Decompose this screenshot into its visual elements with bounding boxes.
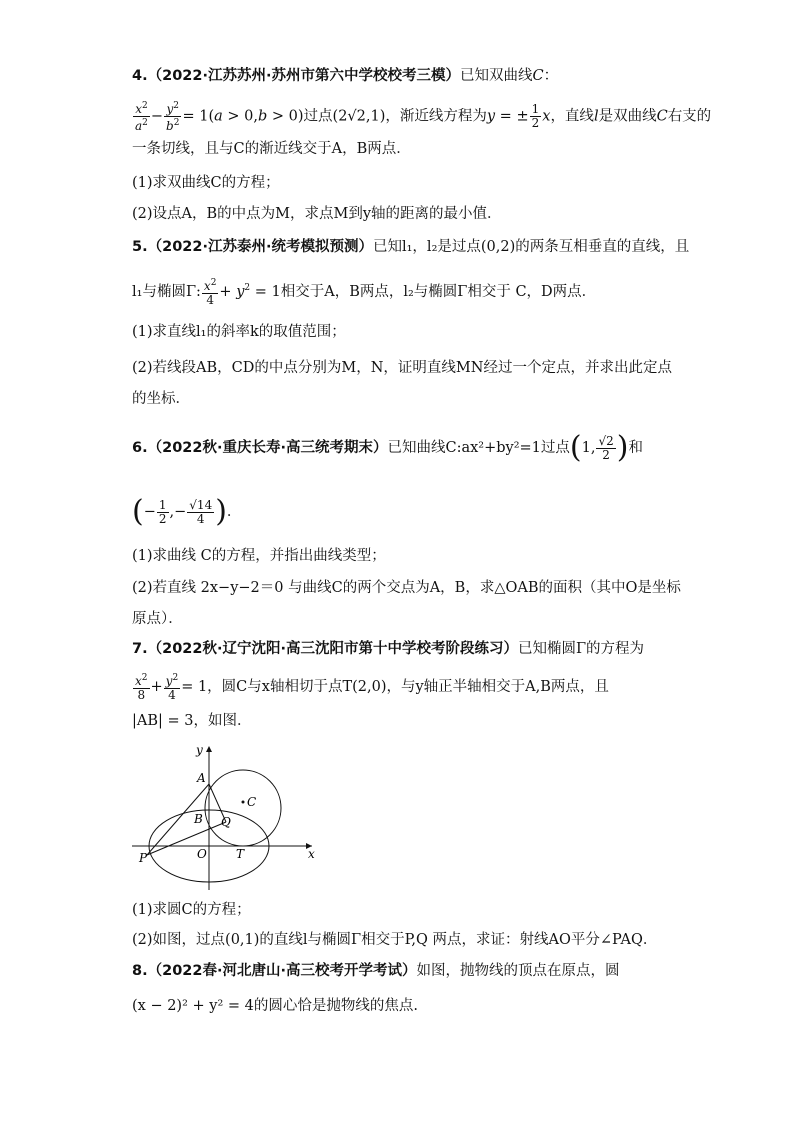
problem-text: ． [226, 504, 242, 520]
problem-source: （2022秋·辽宁沈阳·高三沈阳市第十中学校考阶段练习） [147, 641, 518, 657]
problem-4-q1: (1)求双曲线C的方程； [132, 175, 280, 191]
problem-7-q2: (2)如图，过点(0,1)的直线l与椭圆Γ相交于P,Q 两点，求证：射线AO平分∠PAQ． [132, 932, 658, 948]
ellipse-circle-figure [132, 742, 332, 892]
problem-text: ，直线 [550, 108, 594, 125]
problem-text: 已知曲线C:ax²+by²=1过点 [387, 440, 570, 456]
problem-text: 已知l₁，l₂是过点(0,2)的两条互相垂直的直线，且 [372, 239, 690, 255]
problem-number: 4. [132, 68, 148, 84]
problem-text: 已知双曲线 [459, 68, 533, 84]
problem-source: （2022·江苏苏州·苏州市第六中学校校考三模） [147, 68, 460, 84]
problem-6-q2a: (2)若直线 2x−y−2＝0 与曲线C的两个交点为A，B，求△OAB的面积（其中O是坐标 [132, 580, 681, 596]
circle-c [205, 770, 281, 846]
problem-4-q2: (2)设点A，B的中点为M，求点M到y轴的距离的最小值． [132, 206, 502, 222]
problem-text: ，圆C与x轴相切于点T(2,0)，与y轴正半轴相交于A,B两点，且 [207, 679, 609, 695]
problem-6-point-line: (− $\frac{1}{2}$ ,− $\frac{√14}{4}$ )． [132, 494, 242, 529]
problem-number: 7. [132, 641, 148, 657]
center-dot [242, 801, 245, 804]
figure-label: A [197, 771, 206, 785]
problem-7-q1: (1)求圆C的方程； [132, 902, 251, 918]
fraction: $\frac{y^2}{b^2}$ [166, 101, 180, 133]
problem-8-line2: (x − 2)² + y² = 4的圆心恰是抛物线的焦点. [132, 998, 418, 1014]
fraction: $\frac{√2}{2}$ [598, 433, 614, 462]
figure-label: y [196, 743, 203, 757]
fraction: $\frac{y^2}{4}$ [165, 673, 179, 702]
problem-text: 已知椭圆Γ的方程为 [517, 641, 645, 657]
problem-text: 和 [628, 440, 643, 456]
fraction: $\frac{√14}{4}$ [189, 497, 213, 526]
problem-7-line3: |AB| = 3，如图． [132, 713, 252, 729]
problem-text: l₁与椭圆Γ: [132, 284, 201, 300]
point-expression: (2√2,1) [332, 108, 386, 125]
problem-number: 6. [132, 440, 148, 456]
fraction: $\frac{1}{2}$ [158, 497, 167, 526]
problem-source: （2022春·河北唐山·高三校考开学考试） [147, 963, 417, 979]
fraction: $\frac{x^2}{a^2}$ [135, 101, 148, 133]
problem-text: 右支的 [667, 108, 712, 125]
problem-5-line2: l₁与椭圆Γ: $\frac{x^2}{4}$ + $y^2 = 1$相交于A，B两点，l₂与椭圆Γ相交于 C，D两点． [132, 278, 597, 307]
problem-7-header [132, 639, 644, 659]
figure-label: x [308, 847, 315, 861]
problem-4-header: 4.（2022·江苏苏州·苏州市第六中学校校考三模）已知双曲线C： [132, 68, 559, 84]
figure-label: O [197, 847, 207, 861]
problem-text: 是双曲线 [598, 108, 657, 125]
problem-number: 5. [132, 239, 148, 255]
problem-text: 如图，抛物线的顶点在原点，圆 [416, 963, 620, 979]
line-pq [147, 822, 226, 855]
problem-5-header [132, 237, 689, 257]
problem-text: 相交于A，B两点，l₂与椭圆Γ相交于 C，D两点． [280, 284, 597, 300]
problem-number: 8. [132, 963, 148, 979]
y-axis-arrow [206, 746, 212, 752]
problem-text: ，渐近线方程为 [385, 108, 487, 125]
problem-6-q2b: 原点）． [132, 611, 183, 627]
fraction: $\frac{1}{2}$ [531, 102, 540, 130]
problem-7-line2: $\frac{x^2}{8}$ + $\frac{y^2}{4}$ = 1，圆C与x轴相切于点T(2,0)，与y轴正半轴相交于A,B两点，且 [135, 673, 609, 702]
figure-label: T [236, 847, 245, 861]
problem-source: （2022秋·重庆长寿·高三统考期末） [147, 440, 388, 456]
figure-label: P [139, 851, 148, 865]
problem-5-q2a: (2)若线段AB，CD的中点分别为M，N，证明直线MN经过一个定点，并求出此定点 [132, 360, 672, 376]
figure-label: B [194, 812, 203, 826]
problem-5-q2b: 的坐标． [132, 391, 190, 407]
problem-8-header [132, 961, 619, 981]
fraction: $\frac{x^2}{4}$ [203, 278, 217, 307]
problem-source: （2022·江苏泰州·统考模拟预测） [147, 239, 373, 255]
problem-4-line3: 一条切线，且与C的渐近线交于A，B两点． [132, 141, 411, 157]
problem-4-equation-line: $\frac{x^2}{a^2}$ − $\frac{y^2}{b^2}$ = 1(a > 0,b > 0)过点(2√2,1)，渐近线方程为y = ± $\frac{1}{2}$ x，直线l是双曲线C右支的 [135, 101, 712, 133]
figure-label: C [247, 795, 257, 809]
problem-5-q1: (1)求直线l₁的斜率k的取值范围； [132, 324, 346, 340]
problem-text: 过点 [303, 108, 333, 125]
figure-label: Q [221, 815, 231, 829]
fraction: $\frac{x^2}{8}$ [135, 673, 148, 702]
problem-6-header: 6.（2022秋·重庆长寿·高三统考期末）已知曲线C:ax²+by²=1过点(1, $\frac{√2}{2}$ )和 [132, 430, 643, 465]
problem-6-q1: (1)求曲线 C的方程，并指出曲线类型； [132, 548, 386, 564]
